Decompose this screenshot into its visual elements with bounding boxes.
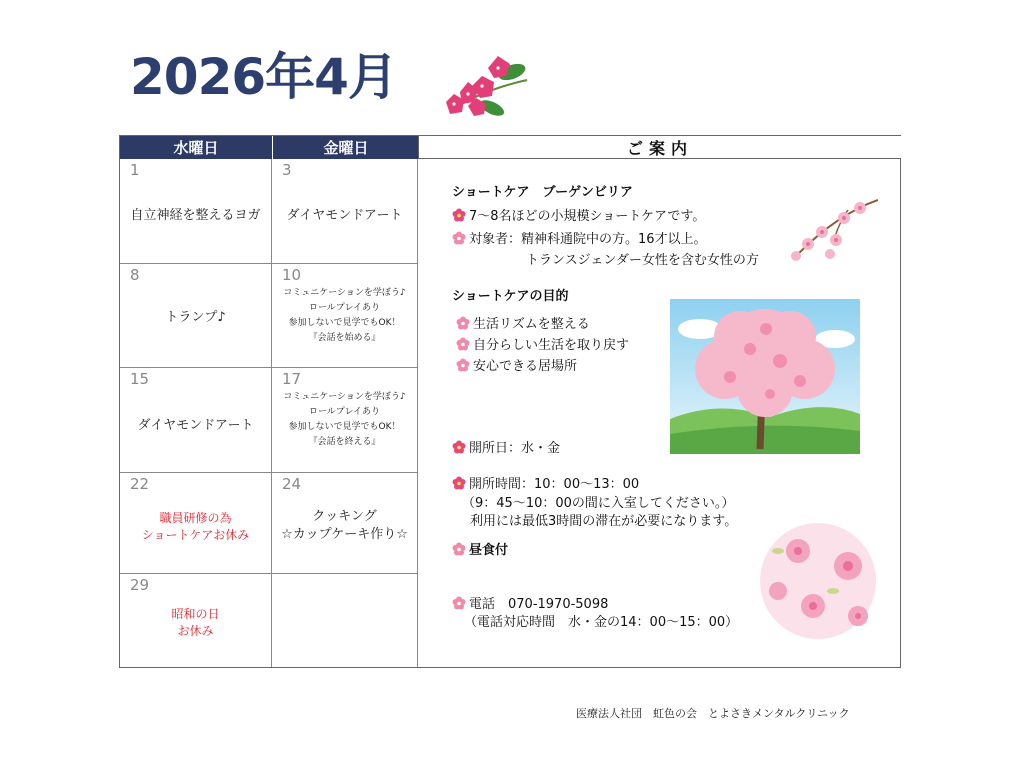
calendar-cell: [120, 264, 272, 368]
header-wednesday: 水曜日: [120, 136, 272, 159]
day-number: 3: [282, 161, 292, 179]
flower-bullet-icon: [456, 358, 470, 372]
day-number: 15: [130, 370, 150, 388]
activity-line: 参加しないで見学でもOK！: [288, 318, 401, 328]
info-text: 7～8名ほどの小規模ショートケアです。: [469, 209, 706, 224]
page-title: 2026年4月: [130, 48, 397, 106]
activity-line: コミュニケーションを学ぼう♪: [283, 288, 406, 298]
flower-bullet-icon: [452, 542, 466, 556]
bougainvillea-illustration: [432, 50, 536, 126]
activity-line: ☆カップケーキ作り☆: [281, 527, 408, 542]
calendar-cell: [120, 368, 272, 473]
activity-line: 『会話を始める』: [308, 333, 381, 343]
activity-text: 自立神経を整えるヨガ: [130, 208, 261, 223]
calendar-cell: [272, 473, 418, 574]
closure-line: 職員研修の為: [159, 511, 232, 525]
day-number: 17: [282, 370, 302, 388]
info-text: 自分らしい生活を取り戻す: [473, 338, 630, 353]
cherry-branch-illustration: [778, 194, 878, 266]
activity-line: ロールプレイあり: [308, 303, 380, 313]
day-number: 29: [130, 576, 150, 594]
clinic-footer: 医療法人社団 虹色の会 とよさきメンタルクリニック: [576, 707, 850, 720]
calendar-cell: [272, 264, 418, 368]
info-text: 対象者：精神科通院中の方。16才以上。: [469, 232, 707, 247]
activity-text: トランプ♪: [165, 310, 226, 325]
activity-line: コミュニケーションを学ぼう♪: [283, 392, 406, 402]
closure-line: お休み: [177, 624, 214, 638]
calendar-cell: [272, 368, 418, 473]
info-panel: [418, 159, 900, 667]
info-phone-note: （電話対応時間 水・金の14：00～15：00）: [464, 615, 739, 630]
day-number: 22: [130, 475, 150, 493]
activity-line: ロールプレイあり: [308, 407, 380, 417]
flower-bullet-icon: [452, 596, 466, 610]
day-number: 8: [130, 266, 140, 284]
info-open-hours: [452, 473, 639, 492]
info-text: 昼食付: [469, 543, 509, 558]
activity-line: 参加しないで見学でもOK！: [288, 422, 401, 432]
flower-bullet-icon: [452, 476, 466, 490]
info-text: 開所時間：10：00～13：00: [469, 477, 640, 492]
info-hours-note: 利用には最低3時間の滞在が必要になります。: [470, 514, 738, 529]
info-text: 生活リズムを整える: [473, 317, 590, 332]
purpose-item: [456, 334, 629, 353]
calendar-cell: [120, 159, 272, 264]
info-heading-purpose: ショートケアの目的: [452, 289, 569, 304]
flower-bullet-icon: [452, 231, 466, 245]
info-text: 開所日：水・金: [469, 441, 561, 456]
info-line-target: [452, 228, 707, 247]
floral-pattern-illustration: [758, 521, 878, 641]
purpose-item: [456, 313, 590, 332]
closure-line: ショートケアお休み: [141, 528, 250, 542]
info-open-days: [452, 437, 560, 456]
info-text: 安心できる居場所: [473, 359, 578, 374]
calendar-cell: [120, 473, 272, 574]
flower-bullet-icon: [456, 316, 470, 330]
header-info: ご案内: [418, 136, 901, 159]
info-line-size: [452, 205, 705, 224]
calendar-cell: [120, 574, 272, 667]
day-number: 1: [130, 161, 140, 179]
purpose-item: [456, 355, 577, 374]
flower-bullet-icon: [456, 337, 470, 351]
day-number: 24: [282, 475, 302, 493]
info-lunch: [452, 539, 508, 558]
day-number: 10: [282, 266, 302, 284]
flower-bullet-icon: [452, 208, 466, 222]
schedule-table: [119, 135, 901, 668]
activity-line: 『会話を終える』: [308, 437, 381, 447]
cherry-tree-illustration: [670, 299, 860, 454]
flower-bullet-icon: [452, 440, 466, 454]
activity-line: クッキング: [312, 509, 377, 524]
info-heading-program: ショートケア ブーゲンビリア: [452, 185, 633, 200]
calendar-cell-empty: [272, 574, 418, 667]
closure-line: 昭和の日: [171, 607, 220, 621]
phone-number: 電話 070-1970-5098: [469, 597, 609, 612]
info-hours-note: （9：45～10：00の間に入室してください。）: [462, 496, 735, 511]
info-line-target-detail: トランスジェンダー女性を含む女性の方: [526, 253, 759, 268]
activity-text: ダイヤモンドアート: [137, 418, 254, 433]
info-phone: [452, 593, 608, 612]
calendar-cell: [272, 159, 418, 264]
activity-text: ダイヤモンドアート: [286, 208, 403, 223]
header-friday: 金曜日: [272, 136, 419, 159]
